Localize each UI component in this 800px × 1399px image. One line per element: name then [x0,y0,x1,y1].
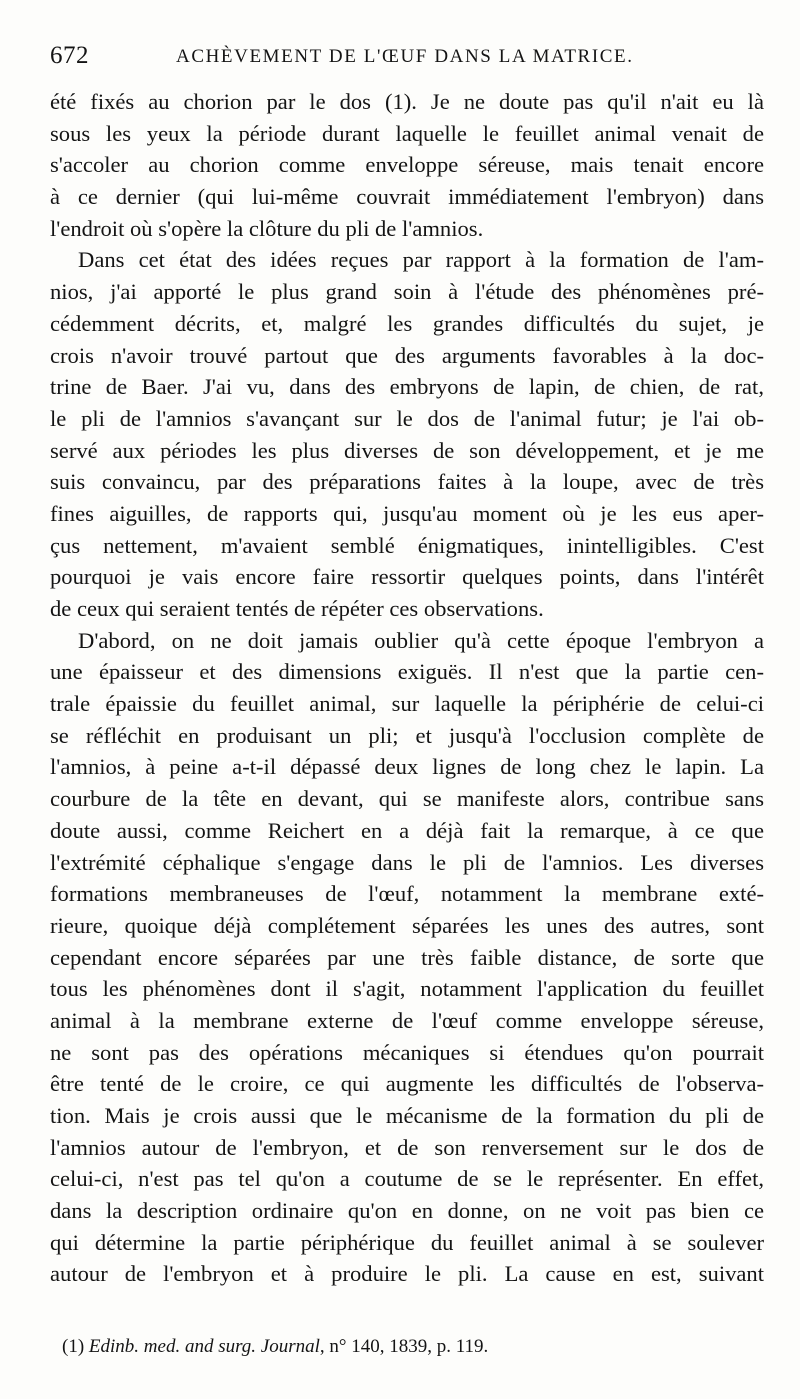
text-line: sous les yeux la période durant laquelle le feuillet animal venait de [50,120,764,146]
text-line: tous les phénomènes dont il s'agit, notamment l'application du feuillet [50,976,764,1002]
text-line: courbure de la tête en devant, qui se manifeste alors, contribue sans [50,786,764,812]
text-line: formations membraneuses de l'œuf, notamment la membrane exté- [50,881,764,907]
text-line: de ceux qui seraient tentés de répéter ces observations. [50,596,544,621]
text-line: suis convaincu, par des préparations faites à la loupe, avec de très [50,469,764,495]
text-line: animal à la membrane externe de l'œuf comme enveloppe séreuse, [50,1007,764,1033]
text-line: servé aux périodes les plus diverses de son développement, et je me [50,437,764,463]
footnote-details: , n° 140, 1839, p. 119. [319,1336,489,1357]
footnote [62,1335,762,1359]
text-line: nios, j'ai apporté le plus grand soin à l'étude des phénomènes pré- [50,279,764,305]
text-line: s'accoler au chorion comme enveloppe séreuse, mais tenait encore [50,152,764,178]
text-line: ne sont pas des opérations mécaniques si étendues qu'on pourrait [50,1039,764,1065]
text-line: crois n'avoir trouvé partout que des arguments favorables à la doc- [50,342,764,368]
text-line: l'extrémité céphalique s'engage dans le pli de l'amnios. Les diverses [50,849,764,875]
text-line: celui-ci, n'est pas tel qu'on a coutume de se le représenter. En effet, [50,1166,764,1192]
text-line: l'endroit où s'opère la clôture du pli de l'amnios. [50,215,484,241]
page-header [50,42,762,76]
text-line: se réfléchit en produisant un pli; et jusqu'à l'occlusion complète de [50,722,764,748]
body-text [50,86,764,1290]
text-line: l'amnios autour de l'embryon, et de son renversement sur le dos de [50,1134,764,1160]
text-line: çus nettement, m'avaient semblé énigmatiques, inintelligibles. C'est [50,532,764,558]
text-line: être tenté de le croire, ce qui augmente les difficultés de l'observa- [50,1071,764,1097]
text-line: été fixés au chorion par le dos (1). Je ne doute pas qu'il n'ait eu là [50,89,764,114]
text-line: trine de Baer. J'ai vu, dans des embryons de lapin, de chien, de rat, [50,374,764,400]
text-line: à ce dernier (qui lui-même couvrait immédiatement l'embryon) dans [50,184,764,210]
running-title: ACHÈVEMENT DE L'ŒUF DANS LA MATRICE. [176,46,634,67]
text-line: rieure, quoique déjà complétement séparées les unes des autres, sont [50,912,764,938]
text-line: pourquoi je vais encore faire ressortir quelques points, dans l'intérêt [50,564,764,590]
text-line: le pli de l'amnios s'avançant sur le dos de l'animal futur; je l'ai ob- [50,405,764,431]
footnote-source: Edinb. med. and surg. Journal [88,1336,320,1357]
text-line: autour de l'embryon et à produire le pli. La cause en est, suivant [50,1261,764,1287]
text-line: une épaisseur et des dimensions exiguës. Il n'est que la partie cen- [50,659,764,685]
text-line: doute aussi, comme Reichert en a déjà fait la remarque, à ce que [50,817,764,843]
text-line: l'amnios, à peine a-t-il dépassé deux lignes de long chez le lapin. La [50,754,764,780]
text-line: fines aiguilles, de rapports qui, jusqu'au moment où je les eus aper- [50,500,764,526]
text-line: qui détermine la partie périphérique du feuillet animal à se soulever [50,1229,764,1255]
text-line: tion. Mais je crois aussi que le mécanisme de la formation du pli de [50,1103,764,1128]
text-line: cependant encore séparées par une très faible distance, de sorte que [50,944,764,970]
footnote-marker: (1) [62,1336,85,1357]
text-line: Dans cet état des idées reçues par rapport à la formation de l'am- [78,247,764,273]
text-line: dans la description ordinaire qu'on en donne, on ne voit pas bien ce [50,1198,764,1224]
page-number: 672 [50,42,89,69]
text-line: cédemment décrits, et, malgré les grandes difficultés du sujet, je [50,310,764,336]
text-line: D'abord, on ne doit jamais oublier qu'à cette époque l'embryon a [78,627,764,653]
text-line: trale épaissie du feuillet animal, sur laquelle la périphérie de celui-ci [50,691,764,717]
